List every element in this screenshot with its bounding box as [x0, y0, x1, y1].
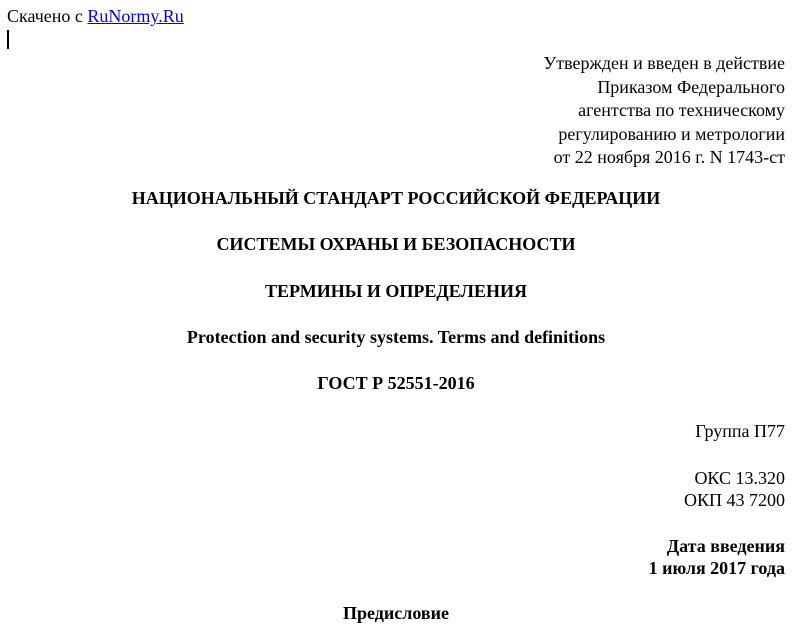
english-title: Protection and security systems. Terms and definitions	[186, 327, 606, 347]
oks-code: ОКС 13.320	[694, 468, 785, 488]
subject-heading: СИСТЕМЫ ОХРАНЫ И БЕЗОПАСНОСТИ	[216, 234, 576, 254]
section-heading: Предисловие	[343, 603, 449, 623]
group-code: Группа П77	[695, 421, 785, 441]
approval-line: Приказом Федерального	[597, 76, 785, 97]
classification-codes	[684, 467, 785, 511]
standard-type-heading: НАЦИОНАЛЬНЫЙ СТАНДАРТ РОССИЙСКОЙ ФЕДЕРАЦИИ	[131, 188, 661, 208]
effective-date-label: Дата введения	[666, 536, 785, 556]
effective-date-value: 1 июля 2017 года	[648, 558, 785, 578]
approval-line: Утвержден и введен в действие	[543, 53, 785, 73]
download-source-prefix: Скачено с	[7, 6, 88, 26]
standard-designation: ГОСТ Р 52551-2016	[317, 373, 475, 393]
download-source-link[interactable]: RuNormy.Ru	[87, 6, 184, 26]
approval-block	[543, 52, 785, 170]
okp-code: ОКП 43 7200	[683, 490, 785, 510]
download-source-note	[7, 6, 184, 26]
effective-date-block	[649, 535, 785, 579]
approval-line: от 22 ноября 2016 г. N 1743-ст	[553, 147, 785, 167]
subtitle-heading: ТЕРМИНЫ И ОПРЕДЕЛЕНИЯ	[265, 281, 527, 301]
approval-line: регулированию и метрологии	[558, 123, 785, 144]
approval-line: агентства по техническому	[578, 100, 785, 120]
text-cursor	[7, 30, 9, 49]
